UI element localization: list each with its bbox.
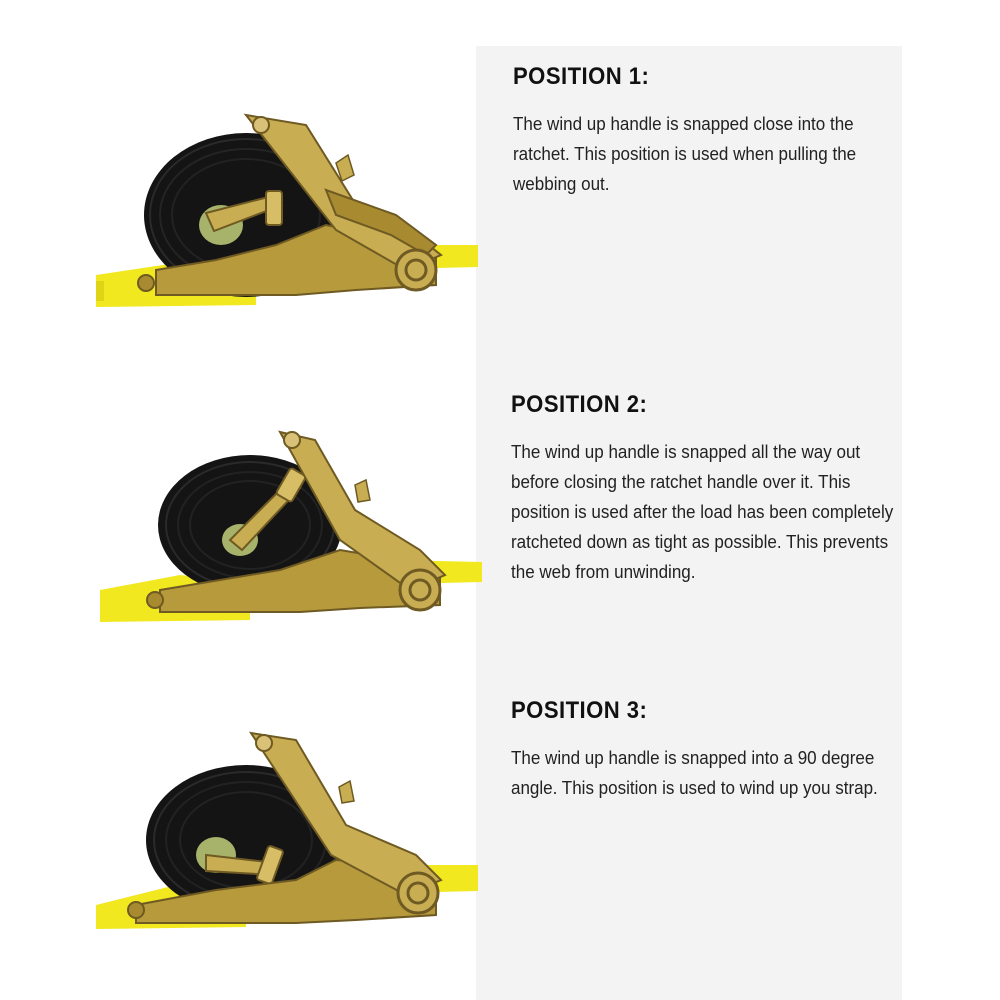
position-3-title: POSITION 3: xyxy=(511,697,648,724)
position-2-description: The wind up handle is snapped all the way out before closing the ratchet handle over it. This position is used after the load has been completely ratcheted down as tight as possible. This prevents the web from unwinding. xyxy=(511,441,894,582)
position-1-description: The wind up handle is snapped close into the ratchet. This position is used when pulling the webbing out. xyxy=(513,113,857,194)
position-2-title: POSITION 2: xyxy=(511,391,648,418)
position-3-text xyxy=(511,697,901,803)
position-1-title: POSITION 1: xyxy=(513,63,650,90)
ratchet-position-3-image xyxy=(96,715,478,945)
position-3-description: The wind up handle is snapped into a 90 degree angle. This position is used to wind up you strap. xyxy=(511,747,878,798)
ratchet-position-2-image xyxy=(100,410,482,640)
position-2-text xyxy=(511,391,901,587)
